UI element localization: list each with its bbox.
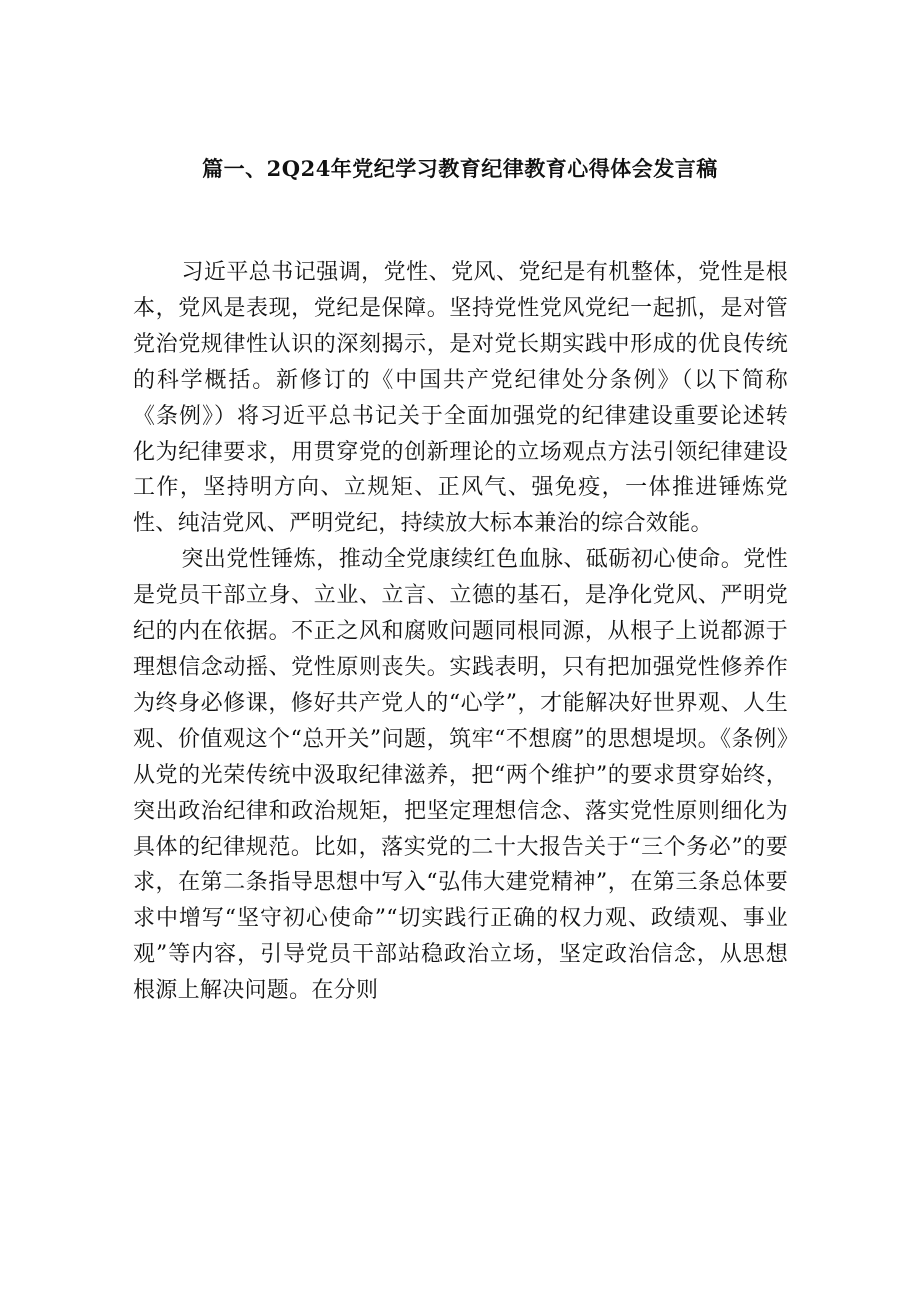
paragraph-1: 习近平总书记强调，党性、党风、党纪是有机整体，党性是根本，党风是表现，党纪是保障。坚持党性党风党纪一起抓，是对管党治党规律性认识的深刻揭示，是对党长期实践中形成的优良传统的科学概括。新修订的《中国共产党纪律处分条例》（以下简称《条例》）将习近平总书记关于全面加强党的纪律建设重要论述转化为纪律要求，用贯穿党的创新理论的立场观点方法引领纪律建设工作，坚持明方向、立规矩、正风气、强免疫，一体推进锤炼党性、纯洁党风、严明党纪，持续放大标本兼治的综合效能。 [133,260,788,537]
paragraph-2: 突出党性锤炼，推动全党康续红色血脉、砥砺初心使命。党性是党员干部立身、立业、立言、立德的基石，是净化党风、严明党纪的内在依据。不正之风和腐败问题同根同源，从根子上说都源于理想信念动摇、党性原则丧失。实践表明，只有把加强党性修养作为终身必修课，修好共产党人的“心学”，才能解决好世界观、人生观、价值观这个“总开关”问题，筑牢“不想腐”的思想堤坝。《条例》从党的光荣传统中汲取纪律滋养，把“两个维护”的要求贯穿始终，突出政治纪律和政治规矩，把坚定理想信念、落实党性原则细化为具体的纪律规范。比如，落实党的二十大报告关于“三个务必”的要求，在第二条指导思想中写入“弘伟大建党精神”，在第三条总体要求中增写“坚守初心使命”“切实践行正确的权力观、政绩观、事业观”等内容，引导党员干部站稳政治立场，坚定政治信念，从思想根源上解决问题。在分则 [133,547,788,1004]
document-title: 篇一、2Q24年党纪学习教育纪律教育心得体会发言稿 [202,156,718,181]
document-body [133,255,788,1009]
